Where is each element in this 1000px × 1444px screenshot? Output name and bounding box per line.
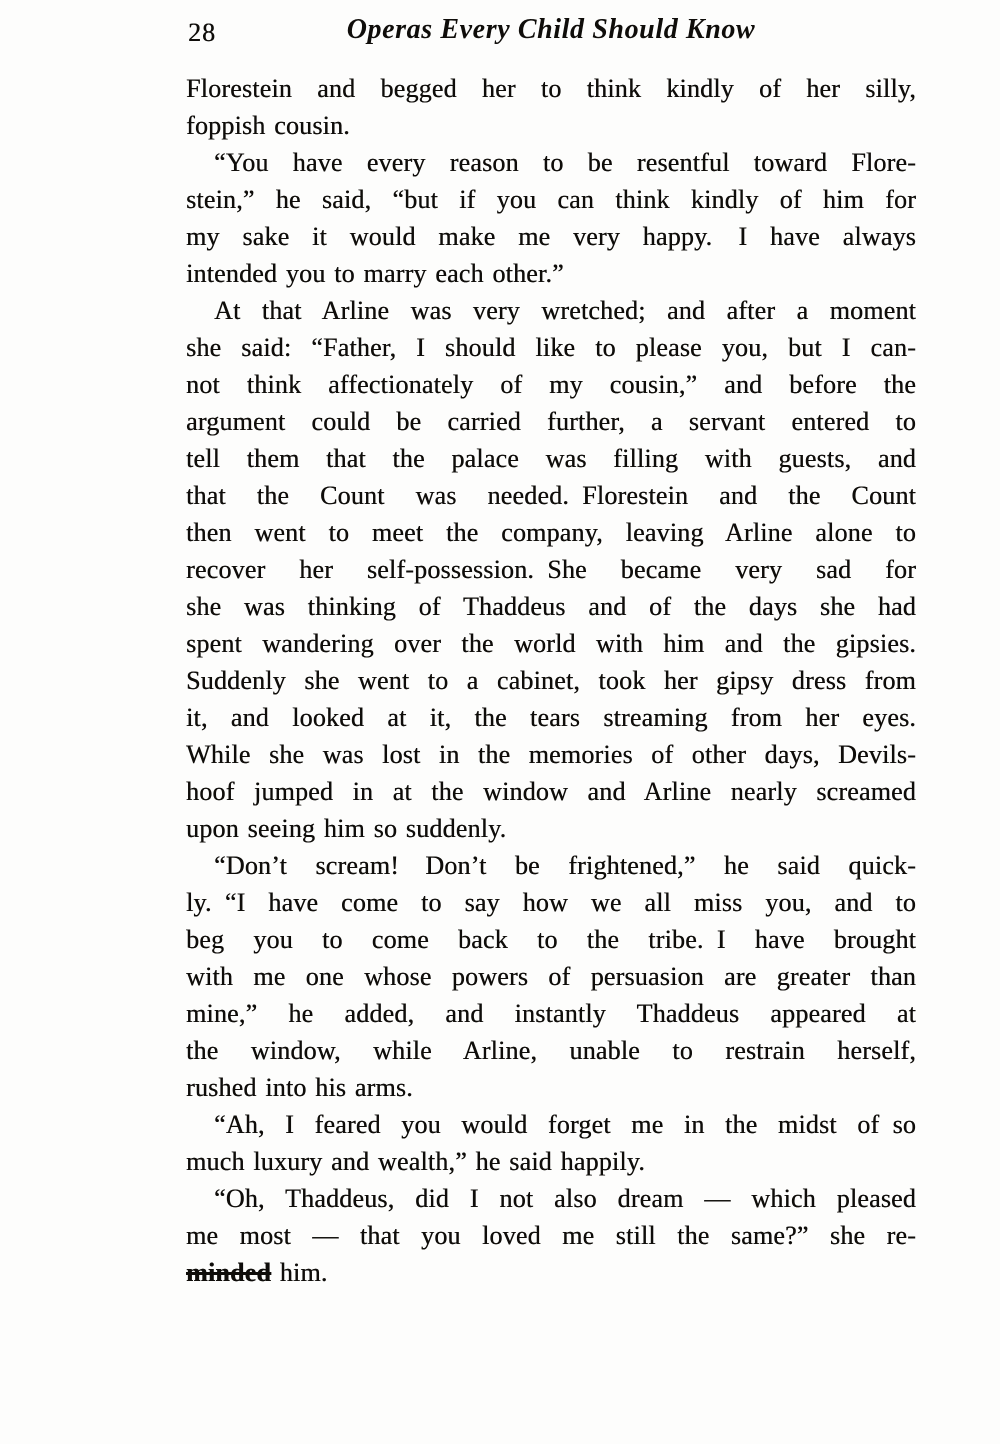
body-line: stein,” he said, “but if you can think kindly of him for: [186, 185, 916, 214]
body-line: beg you to come back to the tribe. I have brought: [186, 925, 916, 954]
body-line: then went to meet the company, leaving Arline alone to: [186, 518, 916, 547]
page-number: 28: [188, 18, 216, 47]
body-line: it, and looked at it, the tears streaming from her eyes.: [186, 703, 916, 732]
body-line: Suddenly she went to a cabinet, took her gipsy dress from: [186, 666, 916, 695]
running-title: Operas Every Child Should Know: [346, 14, 756, 45]
body-line: much luxury and wealth,” he said happily.: [186, 1147, 645, 1176]
body-line: At that Arline was very wretched; and after a moment: [214, 296, 916, 325]
body-line: argument could be carried further, a servant entered to: [186, 407, 916, 436]
body-line: “You have every reason to be resentful toward Flore-: [214, 148, 916, 177]
body-line: me most — that you loved me still the same?” she re-: [186, 1221, 916, 1250]
body-line: she was thinking of Thaddeus and of the days she had: [186, 592, 916, 621]
smudged-word: minded: [186, 1258, 272, 1287]
body-line: that the Count was needed. Florestein and the Count: [186, 481, 916, 510]
body-line: minded him.: [186, 1258, 328, 1287]
body-line: with me one whose powers of persuasion are greater than: [186, 962, 916, 991]
body-line: rushed into his arms.: [186, 1073, 413, 1102]
body-line: foppish cousin.: [186, 111, 350, 140]
running-head: [186, 14, 916, 50]
body-line: my sake it would make me very happy. I have always: [186, 222, 916, 251]
body-line: she said: “Father, I should like to please you, but I can-: [186, 333, 916, 362]
body-line: mine,” he added, and instantly Thaddeus appeared at: [186, 999, 916, 1028]
body-line: the window, while Arline, unable to restrain herself,: [186, 1036, 916, 1065]
body-line: spent wandering over the world with him and the gipsies.: [186, 629, 916, 658]
body-line: tell them that the palace was filling with guests, and: [186, 444, 916, 473]
body-line: “Don’t scream! Don’t be frightened,” he said quick-: [214, 851, 916, 880]
body-line: Florestein and begged her to think kindly of her silly,: [186, 74, 916, 103]
body-line: ly. “I have come to say how we all miss you, and to: [186, 888, 916, 917]
body-line: While she was lost in the memories of other days, Devils-: [186, 740, 916, 769]
body-line: “Oh, Thaddeus, did I not also dream — which pleased: [214, 1184, 916, 1213]
body-line: not think affectionately of my cousin,” and before the: [186, 370, 916, 399]
text-block: [186, 70, 916, 1291]
body-line: “Ah, I feared you would forget me in the midst of so: [214, 1110, 916, 1139]
body-line: recover her self-possession. She became very sad for: [186, 555, 916, 584]
body-line: intended you to marry each other.”: [186, 259, 564, 288]
body-line: hoof jumped in at the window and Arline nearly screamed: [186, 777, 916, 806]
body-line: upon seeing him so suddenly.: [186, 814, 507, 843]
